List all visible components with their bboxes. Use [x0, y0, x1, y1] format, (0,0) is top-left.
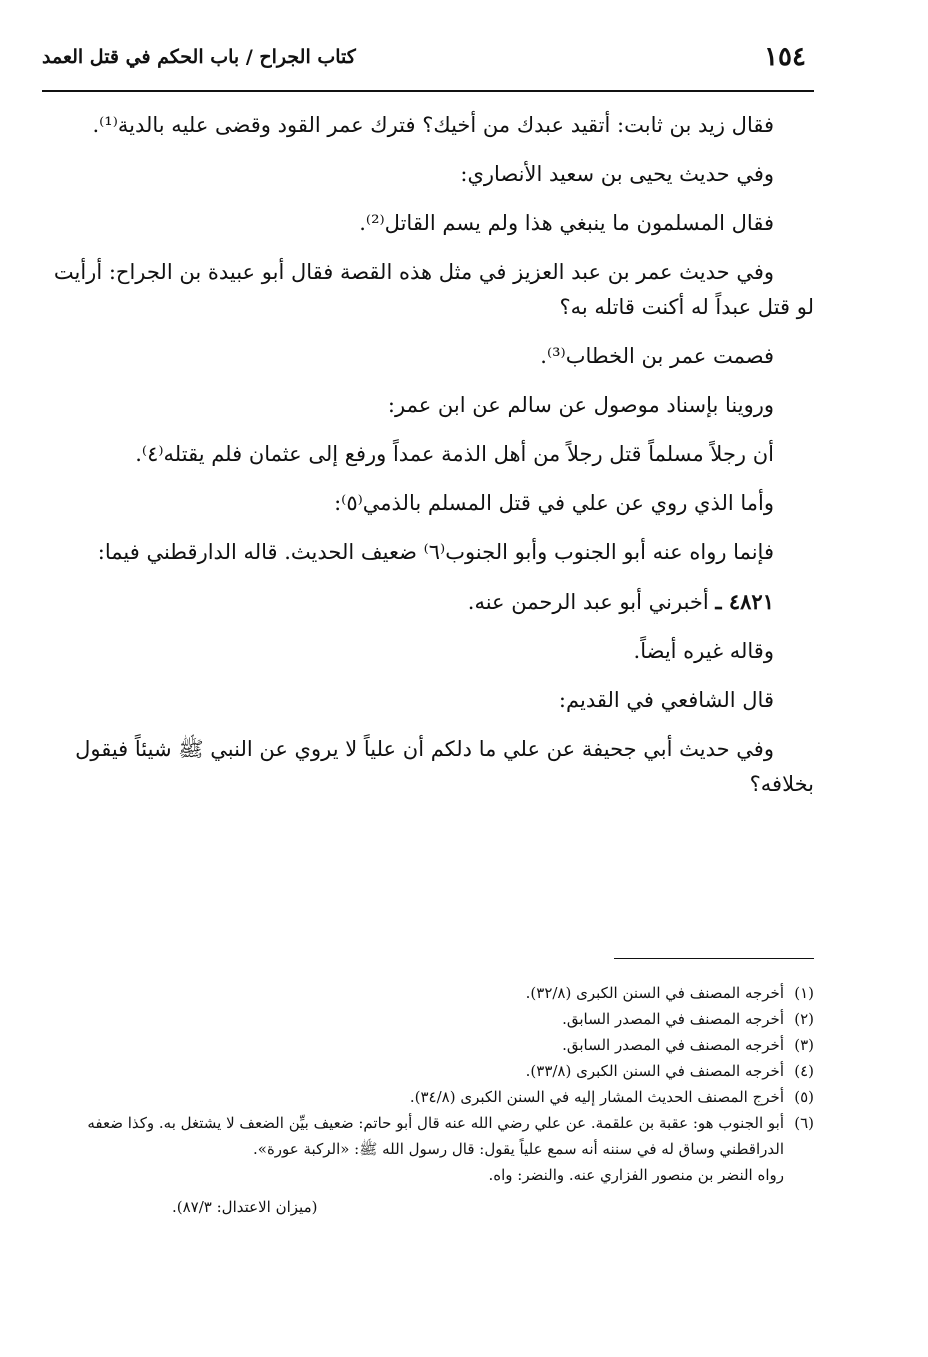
paragraph: أن رجلاً مسلماً قتل رجلاً من أهل الذمة عمداً ورفع إلى عثمان فلم يقتله⁽٤⁾.	[135, 442, 774, 466]
paragraph: فقال زيد بن ثابت: أتقيد عبدك من أخيك؟ فترك عمر القود وقضى عليه بالدية⁽¹⁾.	[92, 113, 774, 137]
footnote-text: أخرجه المصنف في المصدر السابق.	[562, 1036, 784, 1054]
paragraph: فصمت عمر بن الخطاب⁽³⁾.	[540, 344, 774, 368]
footnote-text: أخرجه المصنف في السنن الكبرى (٣٢/٨).	[525, 984, 784, 1002]
footnote	[42, 1006, 814, 1032]
page-number: ١٥٤	[764, 42, 806, 72]
header-rule	[42, 90, 814, 92]
paragraph: فقال المسلمون ما ينبغي هذا ولم يسم القاتل⁽²⁾.	[359, 211, 774, 235]
footnote	[42, 980, 814, 1006]
paragraph: وفي حديث أبي جحيفة عن علي ما دلكم أن علياً لا يروي عن النبي ﷺ شيئاً فيقول بخلافه؟	[75, 737, 814, 796]
footnote-text: أبو الجنوب هو: عقبة بن علقمة. عن علي رضي الله عنه قال أبو حاتم: ضعيف بيِّن الضعف لا يشتغل به. وكذا ضعفه الدراقطني وساق له في سننه أنه سمع علياً يقول: قال رسول الله ﷺ: «الركبة عورة».	[87, 1114, 784, 1158]
footnote-text: أخرجه المصنف في السنن الكبرى (٣٣/٨).	[525, 1062, 784, 1080]
footnotes	[42, 980, 814, 1220]
main-text	[42, 108, 814, 816]
footnote-number: (٣)	[794, 1036, 814, 1054]
footnote	[42, 1058, 814, 1084]
page-header	[42, 40, 814, 90]
paragraph: وفي حديث يحيى بن سعيد الأنصاري:	[460, 162, 774, 186]
paragraph: وقاله غيره أيضاً.	[633, 639, 774, 663]
footnote	[42, 1032, 814, 1058]
footnote-number: (١)	[794, 984, 814, 1002]
paragraph: وروينا بإسناد موصول عن سالم عن ابن عمر:	[387, 393, 774, 417]
hadith-paragraph	[42, 584, 814, 620]
footnote-number: (٥)	[794, 1088, 814, 1106]
hadith-number: ٤٨٢١ ـ	[715, 589, 774, 614]
footnote-reference: (ميزان الاعتدال: ٨٧/٣).	[172, 1198, 318, 1216]
paragraph: فإنما رواه عنه أبو الجنوب وأبو الجنوب⁽٦⁾ ضعيف الحديث. قاله الدارقطني فيما:	[97, 540, 774, 564]
footnote-number: (٢)	[794, 1010, 814, 1028]
footnote-continuation: رواه النضر بن منصور الفزاري عنه. والنضر: واه.	[488, 1166, 784, 1184]
hadith-text: أخبرني أبو عبد الرحمن عنه.	[467, 590, 709, 614]
footnote-text: أخرجه المصنف في المصدر السابق.	[562, 1010, 784, 1028]
footnote	[42, 1110, 814, 1162]
footnote-rule	[614, 958, 814, 959]
footnote-number: (٤)	[794, 1062, 814, 1080]
running-title: كتاب الجراح / باب الحكم في قتل العمد	[42, 46, 356, 68]
footnote-text: أخرج المصنف الحديث المشار إليه في السنن الكبرى (٣٤/٨).	[409, 1088, 784, 1106]
paragraph: وفي حديث عمر بن عبد العزيز في مثل هذه القصة فقال أبو عبيدة بن الجراح: أرأيت لو قتل عبداً له أكنت قاتله به؟	[53, 260, 814, 319]
paragraph: قال الشافعي في القديم:	[558, 688, 774, 712]
footnote-number: (٦)	[794, 1114, 814, 1132]
footnote	[42, 1084, 814, 1110]
paragraph: وأما الذي روي عن علي في قتل المسلم بالذمي⁽٥⁾:	[334, 491, 774, 515]
